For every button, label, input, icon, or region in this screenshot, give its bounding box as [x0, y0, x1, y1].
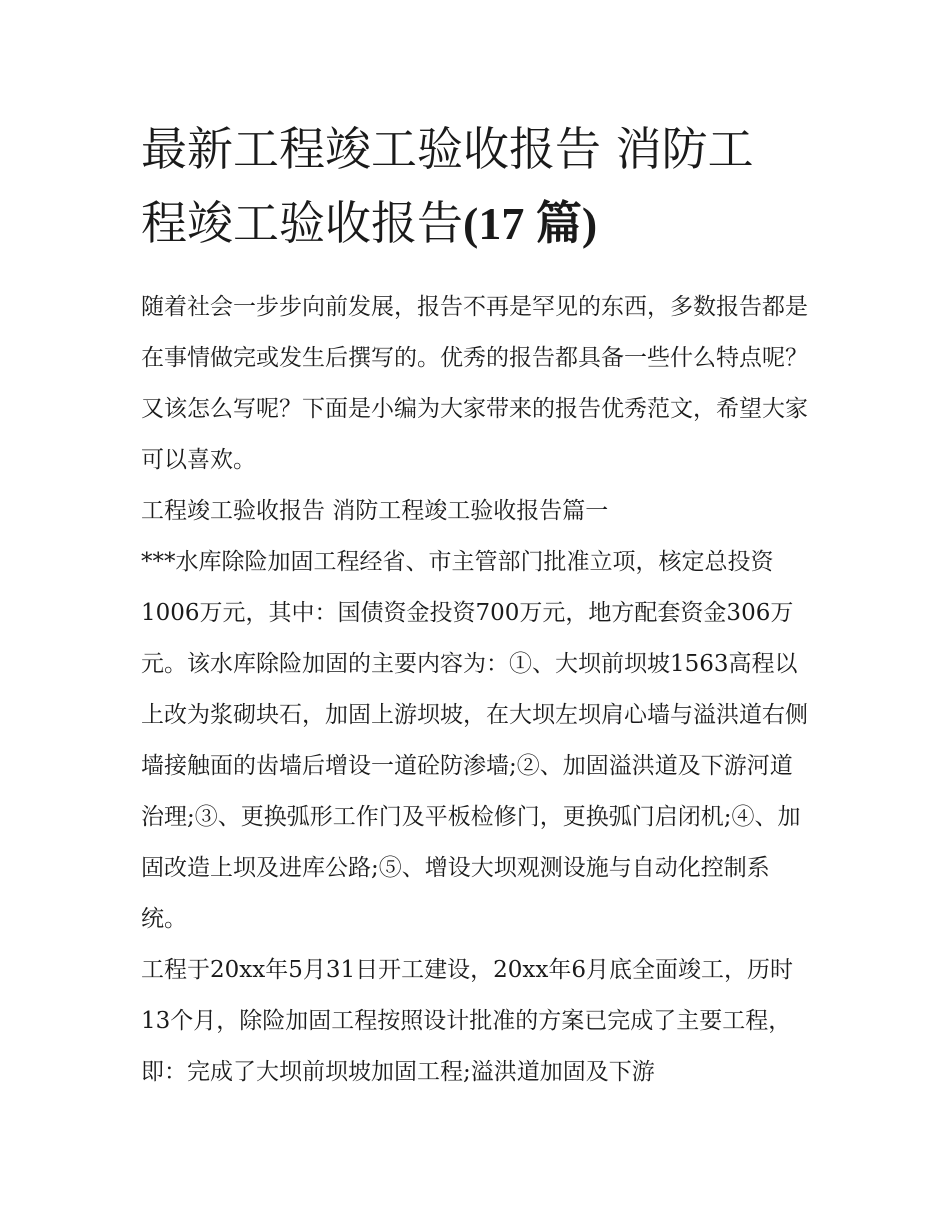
section-heading: 工程竣工验收报告 消防工程竣工验收报告篇一 [141, 498, 609, 524]
document-title [141, 112, 813, 261]
title-line-1: 最新工程竣工验收报告 消防工 [141, 122, 754, 176]
title-count: (17 篇) [463, 198, 598, 249]
body-paragraph-1: ***水库除险加固工程经省、市主管部门批准立项，核定总投资1006万元，其中：国债资金投资700万元，地方配套资金306万元。该水库除险加固的主要内容为：①、大坝前坝坡1563高程以上改为浆砌块石，加固上游坝坡，在大坝左坝肩心墙与溢洪道右侧墙接触面的齿墙后增设一道砼防渗墙;②、加固溢洪道及下游河道治理;③、更换弧形工作门及平板检修门，更换弧门启闭机;④、加固改造上坝及进库公路;⑤、增设大坝观测设施与自动化控制系统。 [141, 549, 808, 932]
title-line-2: 程竣工验收报告 [141, 196, 463, 250]
document-body [141, 112, 813, 1098]
body-paragraph-2: 工程于20xx年5月31日开工建设，20xx年6月底全面竣工，历时13个月，除险加固工程按照设计批准的方案已完成了主要工程，即：完成了大坝前坝坡加固工程;溢洪道加固及下游 [141, 957, 793, 1085]
intro-paragraph: 随着社会一步步向前发展，报告不再是罕见的东西，多数报告都是在事情做完或发生后撰写的。优秀的报告都具备一些什么特点呢？又该怎么写呢？下面是小编为大家带来的报告优秀范文，希望大家可以喜欢。 [141, 294, 808, 473]
